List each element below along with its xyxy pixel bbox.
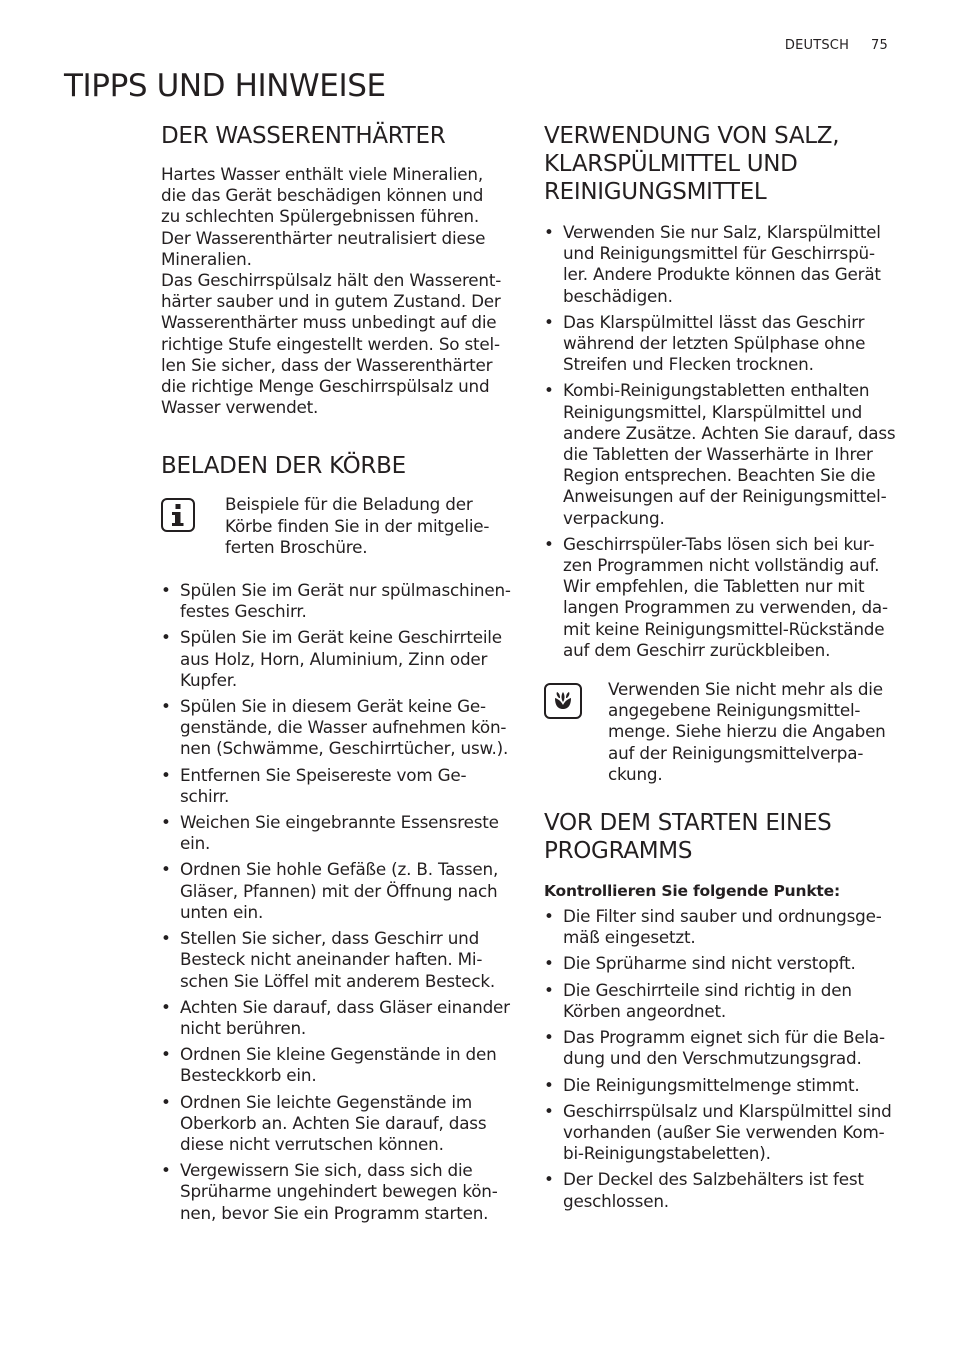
text-line: die richtige Menge Geschirrspülsalz und [161,376,490,397]
list-item: • Ordnen Sie hohle Gefäße (z. B. Tassen, Gläser, Pfannen) mit der Öffnung nach unten ein. [161,859,515,923]
environment-note [544,679,900,785]
list-item: • Verwenden Sie nur Salz, Klarspülmittel und Reinigungsmittel für Geschirrspü- ler. Andere Produkte können das Gerät beschädigen. [544,222,900,307]
list-item: • Vergewissern Sie sich, dass sich die Sprüharme ungehindert bewegen kön- nen, bevor Sie ein Programm starten. [161,1160,515,1224]
info-note-text: Beispiele für die Beladung der Körbe finden Sie in der mitgelie- ferten Broschüre. [225,494,490,557]
text-line: Wasserenthärter muss unbedingt auf die [161,312,497,333]
heading-line: KLARSPÜLMITTEL UND [544,151,798,177]
list-item: • Die Geschirrteile sind richtig in den Körben angeordnet. [544,980,900,1022]
text-line: len Sie sicher, dass der Wasserenthärter [161,354,493,375]
heading-line: REINIGUNGSMITTEL [544,179,767,205]
list-item: • Geschirrspülsalz und Klarspülmittel sind vorhanden (außer Sie verwenden Kom- bi-Reinigungstabeletten). [544,1101,900,1165]
text-line: Das Geschirrspülsalz hält den Wasserent- [161,270,502,291]
water-softener-heading: DER WASSERENTHÄRTER [161,123,446,149]
text-line: zu schlechten Spülergebnissen führen. [161,206,479,227]
list-item: • Das Klarspülmittel lässt das Geschirr während der letzten Spülphase ohne Streifen und Flecken trocknen. [544,312,900,376]
text-line: Hartes Wasser enthält viele Mineralien, [161,164,484,184]
heading-line: VOR DEM STARTEN EINES [544,810,832,837]
heading-line: VERWENDUNG VON SALZ, [544,123,840,149]
list-item: • Der Deckel des Salzbehälters ist fest geschlossen. [544,1169,900,1211]
left-column [161,120,517,1229]
list-item: • Die Sprüharme sind nicht verstopft. [544,953,900,974]
list-item: • Kombi-Reinigungstabletten enthalten Reinigungsmittel, Klarspülmittel und andere Zusätze. Achten Sie darauf, dass die Tabletten der Wasserhärte in Ihrer Region entsprechen. Beachten Sie die Anweisungen auf der Reinigungsmittel- verpackung. [544,380,900,528]
page-header [785,38,888,53]
checklist [544,906,900,1212]
page-title: TIPPS UND HINWEISE [64,68,386,104]
list-item: • Die Filter sind sauber und ordnungsge- mäß eingesetzt. [544,906,900,948]
text-line: Mineralien. [161,248,252,269]
language-label: DEUTSCH [784,38,850,53]
list-item: • Spülen Sie in diesem Gerät keine Ge- genstände, die Wasser aufnehmen kön- nen (Schwämme, Geschirrtücher, usw.). [161,696,515,760]
list-item: • Die Reinigungsmittelmenge stimmt. [544,1075,900,1096]
environment-note-text: Verwenden Sie nicht mehr als die angegebene Reinigungsmittel- menge. Siehe hierzu die Angaben auf der Reinigungsmittelverpa- ckung. [608,679,886,784]
water-softener-text [161,164,517,418]
right-column [544,120,900,1217]
info-icon [161,498,195,532]
list-item: • Das Programm eignet sich für die Bela- dung und den Verschmutzungsgrad. [544,1027,900,1069]
list-item: • Ordnen Sie leichte Gegenstände im Oberkorb an. Achten Sie darauf, dass diese nicht verrutschen können. [161,1092,515,1156]
text-line: härter sauber und in gutem Zustand. Der [161,291,501,312]
leaf-icon [544,683,582,719]
loading-heading: BELADEN DER KÖRBE [161,453,406,480]
heading-line: PROGRAMMS [544,838,693,865]
info-note [161,494,517,558]
usage-heading [544,122,900,206]
list-item: • Spülen Sie im Gerät nur spülmaschinen- festes Geschirr. [161,580,515,622]
list-item: • Geschirrspüler-Tabs lösen sich bei kur- zen Programmen nicht vollständig auf. Wir empfehlen, die Tabletten nur mit langen Programmen zu verwenden, da- mit keine Reinigungsmittel-Rückstände auf dem Geschirr zurückbleiben. [544,534,900,661]
list-item: • Achten Sie darauf, dass Gläser einander nicht berühren. [161,997,515,1039]
checklist-subheading: Kontrollieren Sie folgende Punkte: [544,882,840,901]
text-line: Wasser verwendet. [161,397,319,418]
usage-list [544,222,900,661]
page-number: 75 [871,38,888,53]
list-item: • Spülen Sie im Gerät keine Geschirrteile aus Holz, Horn, Aluminium, Zinn oder Kupfer. [161,627,515,691]
list-item: • Stellen Sie sicher, dass Geschirr und Besteck nicht aneinander haften. Mi- schen Sie Löffel mit anderem Besteck. [161,928,515,992]
list-item: • Ordnen Sie kleine Gegenstände in den Besteckkorb ein. [161,1044,515,1086]
text-line: richtige Stufe eingestellt werden. So stel- [161,333,500,354]
text-line: Der Wasserenthärter neutralisiert diese [161,227,486,248]
text-line: die das Gerät beschädigen können und [161,185,484,206]
list-item: • Weichen Sie eingebrannte Essensreste ein. [161,812,515,854]
loading-list [161,580,515,1224]
before-start-heading [544,809,900,865]
list-item: • Entfernen Sie Speisereste vom Ge- schirr. [161,765,515,807]
